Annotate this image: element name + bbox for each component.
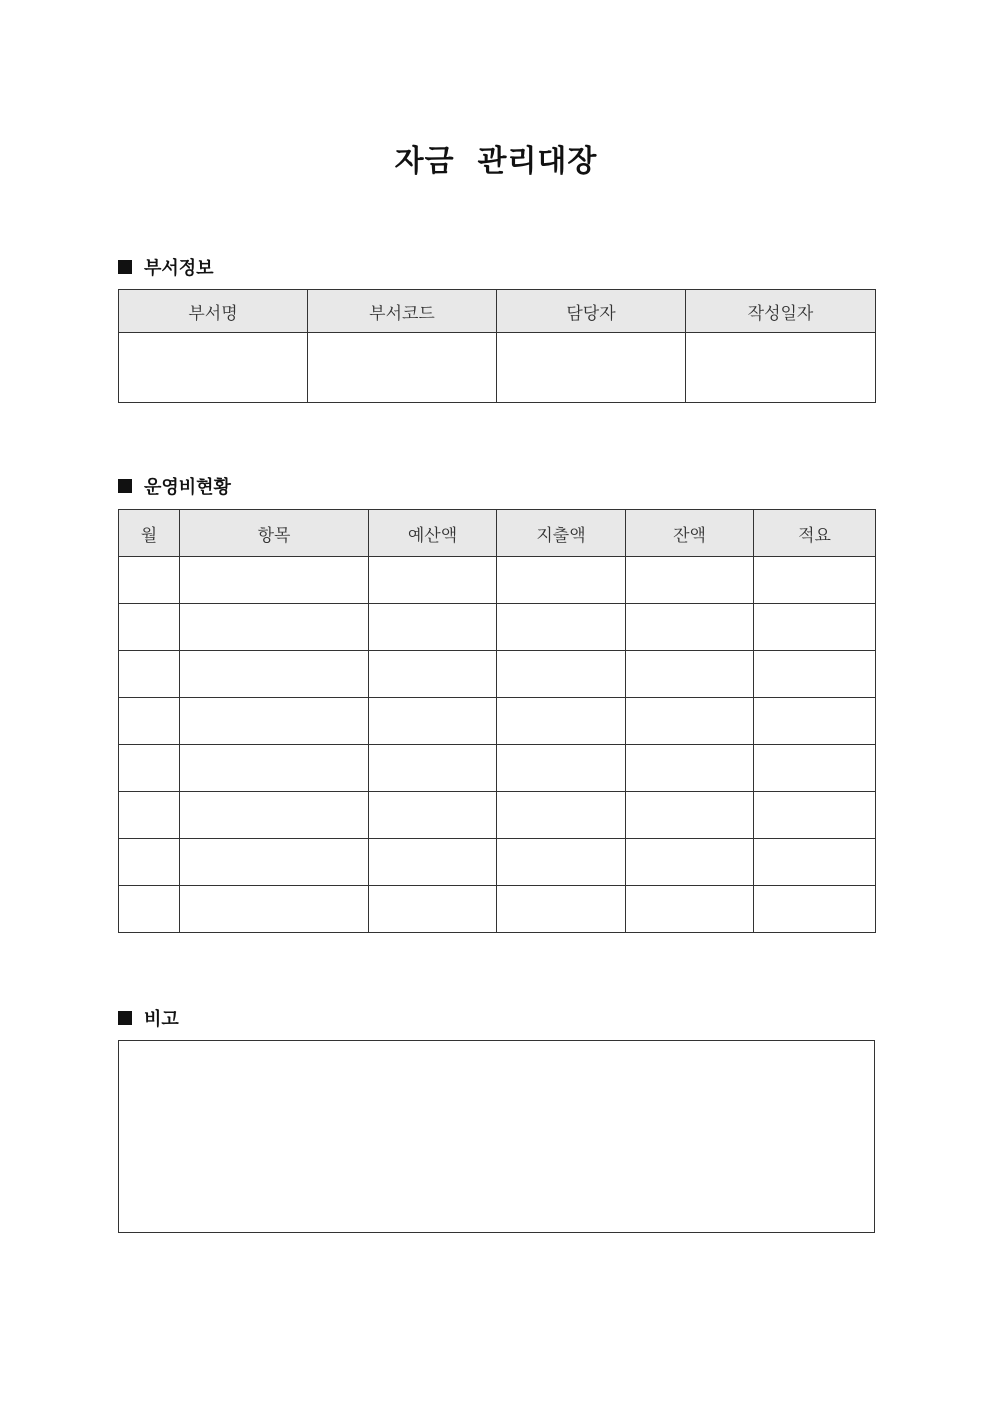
table-row: [119, 745, 876, 792]
department-code-cell[interactable]: [308, 333, 497, 403]
item-cell[interactable]: [180, 745, 369, 792]
item-cell[interactable]: [180, 651, 369, 698]
expenditure-cell[interactable]: [497, 792, 626, 839]
date-created-cell[interactable]: [686, 333, 876, 403]
expenditure-header: 지출액: [497, 510, 626, 557]
summary-header: 적요: [754, 510, 876, 557]
item-cell[interactable]: [180, 886, 369, 933]
summary-cell[interactable]: [754, 651, 876, 698]
square-bullet-icon: [118, 1011, 132, 1025]
expenditure-cell[interactable]: [497, 698, 626, 745]
item-cell[interactable]: [180, 604, 369, 651]
table-row: [119, 557, 876, 604]
item-cell[interactable]: [180, 839, 369, 886]
operating-expenses-table: [118, 509, 876, 933]
table-row: [119, 839, 876, 886]
budget-cell[interactable]: [369, 557, 497, 604]
budget-cell[interactable]: [369, 839, 497, 886]
manager-header: 담당자: [497, 290, 686, 333]
month-cell[interactable]: [119, 651, 180, 698]
department-info-heading-label: 부서정보: [144, 258, 214, 279]
month-header: 월: [119, 510, 180, 557]
summary-cell[interactable]: [754, 886, 876, 933]
month-cell[interactable]: [119, 698, 180, 745]
department-info-table: [118, 289, 876, 403]
month-cell[interactable]: [119, 886, 180, 933]
summary-cell[interactable]: [754, 839, 876, 886]
manager-cell[interactable]: [497, 333, 686, 403]
balance-cell[interactable]: [626, 745, 754, 792]
operating-expenses-header-row: [119, 510, 876, 557]
summary-cell[interactable]: [754, 745, 876, 792]
month-cell[interactable]: [119, 557, 180, 604]
month-cell[interactable]: [119, 745, 180, 792]
department-info-heading: [118, 254, 214, 280]
table-row: [119, 886, 876, 933]
month-cell[interactable]: [119, 839, 180, 886]
budget-cell[interactable]: [369, 792, 497, 839]
department-name-cell[interactable]: [119, 333, 308, 403]
summary-cell[interactable]: [754, 557, 876, 604]
balance-cell[interactable]: [626, 604, 754, 651]
item-cell[interactable]: [180, 792, 369, 839]
department-name-header: 부서명: [119, 290, 308, 333]
square-bullet-icon: [118, 260, 132, 274]
balance-cell[interactable]: [626, 792, 754, 839]
expenditure-cell[interactable]: [497, 651, 626, 698]
month-cell[interactable]: [119, 604, 180, 651]
budget-cell[interactable]: [369, 604, 497, 651]
expenditure-cell[interactable]: [497, 839, 626, 886]
summary-cell[interactable]: [754, 792, 876, 839]
remarks-heading: [118, 1005, 179, 1031]
remarks-box[interactable]: [118, 1040, 875, 1233]
budget-header: 예산액: [369, 510, 497, 557]
department-info-header-row: [119, 290, 876, 333]
department-info-row: [119, 333, 876, 403]
square-bullet-icon: [118, 479, 132, 493]
remarks-heading-label: 비고: [144, 1009, 179, 1030]
table-row: [119, 792, 876, 839]
table-row: [119, 651, 876, 698]
balance-cell[interactable]: [626, 651, 754, 698]
item-header: 항목: [180, 510, 369, 557]
operating-expenses-heading-label: 운영비현황: [144, 477, 231, 498]
month-cell[interactable]: [119, 792, 180, 839]
balance-cell[interactable]: [626, 839, 754, 886]
expenditure-cell[interactable]: [497, 604, 626, 651]
table-row: [119, 698, 876, 745]
page-title: 자금 관리대장: [394, 144, 598, 179]
balance-cell[interactable]: [626, 886, 754, 933]
department-code-header: 부서코드: [308, 290, 497, 333]
item-cell[interactable]: [180, 557, 369, 604]
operating-expenses-heading: [118, 473, 231, 499]
item-cell[interactable]: [180, 698, 369, 745]
summary-cell[interactable]: [754, 698, 876, 745]
balance-cell[interactable]: [626, 557, 754, 604]
expenditure-cell[interactable]: [497, 745, 626, 792]
table-row: [119, 604, 876, 651]
budget-cell[interactable]: [369, 745, 497, 792]
expenditure-cell[interactable]: [497, 557, 626, 604]
date-created-header: 작성일자: [686, 290, 876, 333]
balance-header: 잔액: [626, 510, 754, 557]
budget-cell[interactable]: [369, 886, 497, 933]
budget-cell[interactable]: [369, 698, 497, 745]
budget-cell[interactable]: [369, 651, 497, 698]
expenditure-cell[interactable]: [497, 886, 626, 933]
summary-cell[interactable]: [754, 604, 876, 651]
balance-cell[interactable]: [626, 698, 754, 745]
